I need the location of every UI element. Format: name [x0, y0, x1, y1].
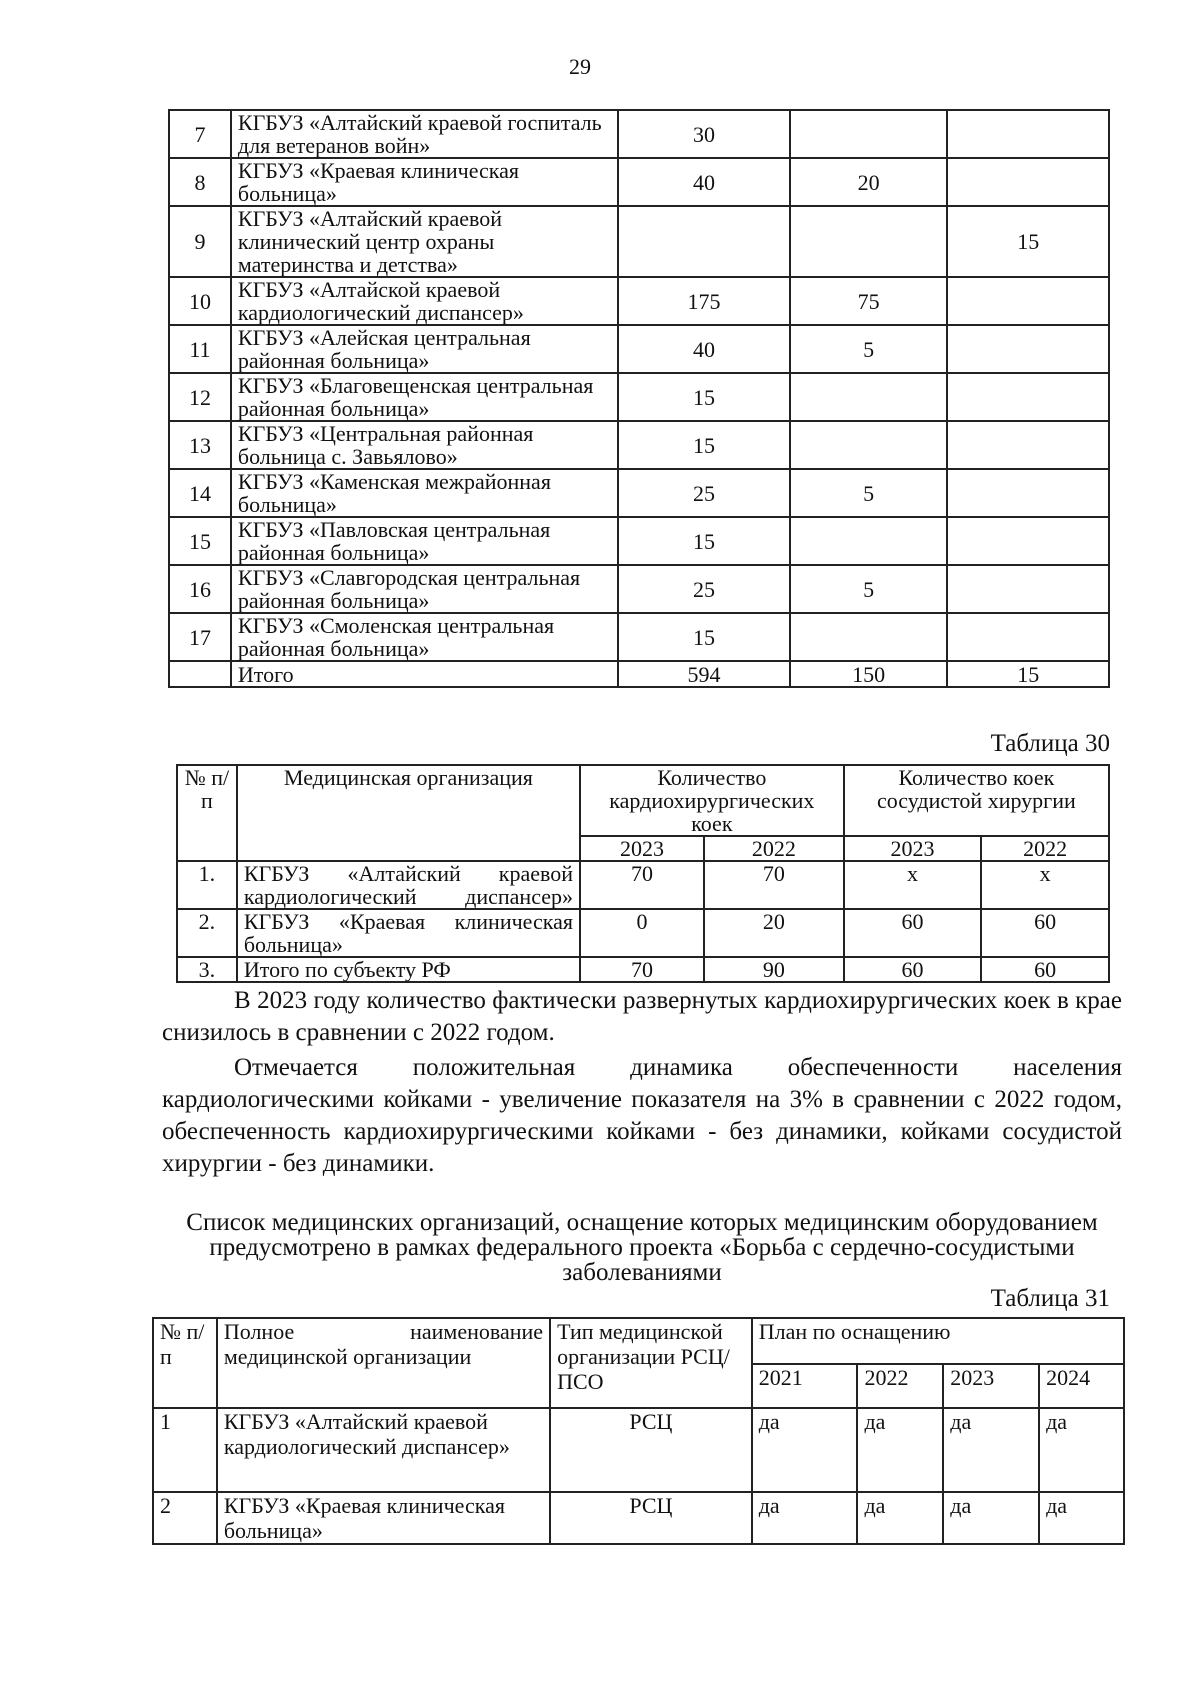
- row-number: 12: [169, 373, 231, 421]
- bed-value: 60: [844, 909, 982, 957]
- bed-value: 20: [704, 909, 844, 957]
- bed-value: 70: [704, 861, 844, 909]
- bed-value: 70: [580, 861, 704, 909]
- bed-value: 5: [790, 325, 948, 373]
- table-row: [169, 158, 1109, 206]
- bed-value: 0: [580, 909, 704, 957]
- bed-value: 40: [618, 158, 790, 206]
- table-row: [169, 206, 1109, 277]
- row-number: 16: [169, 565, 231, 613]
- bed-value: [947, 613, 1109, 661]
- header-year: 2022: [857, 1364, 943, 1408]
- total-label: Итого: [231, 661, 618, 687]
- beds-table-continuation: [168, 109, 1110, 688]
- bed-value: х: [844, 861, 982, 909]
- plan-value: да: [752, 1492, 858, 1544]
- bed-value: [790, 206, 948, 277]
- bed-value: [947, 565, 1109, 613]
- organization-type: РСЦ: [550, 1492, 752, 1544]
- row-number: 1: [153, 1408, 217, 1492]
- header-year: 2021: [752, 1364, 858, 1408]
- header-year: 2022: [981, 836, 1109, 861]
- table-row: [169, 110, 1109, 158]
- organization-name: КГБУЗ «Алтайский краевой клинический центр охраны материнства и детства»: [231, 206, 618, 277]
- bed-value: [790, 517, 948, 565]
- row-number: 10: [169, 277, 231, 325]
- table-row: [169, 517, 1109, 565]
- bed-value: [790, 421, 948, 469]
- paragraph: Отмечается положительная динамика обеспеченности населения кардиологическими койками - увеличение показателя на 3% в сравнении с 2022 годом, обеспеченность кардиохирургическими койками - без динамики, койками сосудистой хирургии - без динамики.: [162, 1054, 1122, 1177]
- bed-value: 15: [618, 517, 790, 565]
- row-number: 3.: [177, 957, 237, 982]
- bed-value: 25: [618, 469, 790, 517]
- bed-value: [947, 469, 1109, 517]
- table-31-caption: Таблица 31: [990, 1285, 1110, 1312]
- header-year: 2023: [943, 1364, 1039, 1408]
- organization-type: РСЦ: [550, 1408, 752, 1492]
- bed-value: [790, 373, 948, 421]
- bed-value: [947, 158, 1109, 206]
- row-number: 15: [169, 517, 231, 565]
- bed-value: 20: [790, 158, 948, 206]
- bed-value: 15: [947, 206, 1109, 277]
- bed-value: 15: [618, 373, 790, 421]
- organization-name: КГБУЗ «Благовещенская центральная районная больница»: [231, 373, 618, 421]
- row-number: 7: [169, 110, 231, 158]
- table-row: [153, 1492, 1124, 1544]
- header-num: № п/п: [153, 1318, 217, 1408]
- row-number: 9: [169, 206, 231, 277]
- header-num: № п/п: [177, 765, 237, 861]
- table-row: [177, 861, 1109, 909]
- organization-name: КГБУЗ «Краевая клиническая больница»: [231, 158, 618, 206]
- header-year: 2022: [704, 836, 844, 861]
- plan-value: да: [752, 1408, 858, 1492]
- row-number: 2.: [177, 909, 237, 957]
- bed-value: 5: [790, 469, 948, 517]
- header-cardio-beds: Количество кардиохирургических коек: [580, 765, 844, 836]
- table-header-row: [153, 1318, 1124, 1364]
- bed-value: [790, 613, 948, 661]
- bed-value: 75: [790, 277, 948, 325]
- row-number: 13: [169, 421, 231, 469]
- bed-value: 60: [981, 909, 1109, 957]
- total-value: 150: [790, 661, 948, 687]
- organization-name: КГБУЗ «Славгородская центральная районная больница»: [231, 565, 618, 613]
- total-value: 15: [947, 661, 1109, 687]
- total-row: [169, 661, 1109, 687]
- bed-value: [947, 421, 1109, 469]
- row-number: 11: [169, 325, 231, 373]
- bed-value: 15: [618, 421, 790, 469]
- bed-value: 30: [618, 110, 790, 158]
- bed-value: [947, 517, 1109, 565]
- list-heading: Список медицинских организаций, оснащение которых медицинским оборудованием предусмотрено в рамках федерального проекта «Борьба с сердечно-сосудистыми заболеваниями: [186, 1209, 1098, 1286]
- bed-value: 60: [981, 957, 1109, 982]
- organization-name: КГБУЗ «Алтайский краевой кардиологический диспансер»: [237, 861, 580, 909]
- header-type: Тип медицинской организации РСЦ/ПСО: [550, 1318, 752, 1408]
- organization-name: КГБУЗ «Алейская центральная районная больница»: [231, 325, 618, 373]
- header-org: Медицинская организация: [237, 765, 580, 861]
- row-number: 14: [169, 469, 231, 517]
- bed-value: 70: [580, 957, 704, 982]
- organization-name: КГБУЗ «Каменская межрайонная больница»: [231, 469, 618, 517]
- bed-value: 90: [704, 957, 844, 982]
- organization-name: КГБУЗ «Павловская центральная районная больница»: [231, 517, 618, 565]
- header-plan: План по оснащению: [752, 1318, 1124, 1364]
- table-row: [169, 613, 1109, 661]
- header-year: 2023: [844, 836, 982, 861]
- table-31: [152, 1317, 1125, 1545]
- organization-name: КГБУЗ «Алтайский краевой госпиталь для ветеранов войн»: [231, 110, 618, 158]
- bed-value: [618, 206, 790, 277]
- row-number: 2: [153, 1492, 217, 1544]
- header-name: Полное наименование медицинской организации: [217, 1318, 550, 1408]
- organization-name: КГБУЗ «Центральная районная больница с. Завьялово»: [231, 421, 618, 469]
- plan-value: да: [1039, 1492, 1124, 1544]
- plan-value: да: [943, 1408, 1039, 1492]
- bed-value: 175: [618, 277, 790, 325]
- bed-value: [947, 110, 1109, 158]
- bed-value: 15: [618, 613, 790, 661]
- table-row: [169, 325, 1109, 373]
- organization-name: КГБУЗ «Краевая клиническая больница»: [217, 1492, 550, 1544]
- table-row: [177, 957, 1109, 982]
- table-row: [153, 1408, 1124, 1492]
- table-row: [169, 469, 1109, 517]
- header-vascular-beds: Количество коек сосудистой хирургии: [844, 765, 1109, 836]
- row-number: 17: [169, 613, 231, 661]
- row-number: 8: [169, 158, 231, 206]
- plan-value: да: [943, 1492, 1039, 1544]
- row-number: 1.: [177, 861, 237, 909]
- bed-value: [947, 277, 1109, 325]
- table-row: [169, 565, 1109, 613]
- bed-value: 40: [618, 325, 790, 373]
- plan-value: да: [1039, 1408, 1124, 1492]
- table-row: [177, 909, 1109, 957]
- table-row: [169, 373, 1109, 421]
- bed-value: [790, 110, 948, 158]
- table-30-caption: Таблица 30: [990, 730, 1110, 757]
- table-row: [169, 277, 1109, 325]
- bed-value: [947, 325, 1109, 373]
- header-year: 2023: [580, 836, 704, 861]
- table-row: [169, 421, 1109, 469]
- table-30: [176, 764, 1110, 983]
- header-year: 2024: [1039, 1364, 1124, 1408]
- organization-name: Итого по субъекту РФ: [237, 957, 580, 982]
- page-number: 29: [569, 54, 591, 79]
- bed-value: х: [981, 861, 1109, 909]
- organization-name: КГБУЗ «Алтайский краевой кардиологический диспансер»: [217, 1408, 550, 1492]
- plan-value: да: [857, 1408, 943, 1492]
- total-value: 594: [618, 661, 790, 687]
- organization-name: КГБУЗ «Краевая клиническая больница»: [237, 909, 580, 957]
- table-header-row: [177, 765, 1109, 836]
- organization-name: КГБУЗ «Смоленская центральная районная больница»: [231, 613, 618, 661]
- bed-value: 5: [790, 565, 948, 613]
- paragraph: В 2023 году количество фактически развернутых кардиохирургических коек в крае снизилось в сравнении с 2022 годом.: [162, 987, 1122, 1046]
- bed-value: 60: [844, 957, 982, 982]
- bed-value: [947, 373, 1109, 421]
- bed-value: 25: [618, 565, 790, 613]
- plan-value: да: [857, 1492, 943, 1544]
- organization-name: КГБУЗ «Алтайской краевой кардиологический диспансер»: [231, 277, 618, 325]
